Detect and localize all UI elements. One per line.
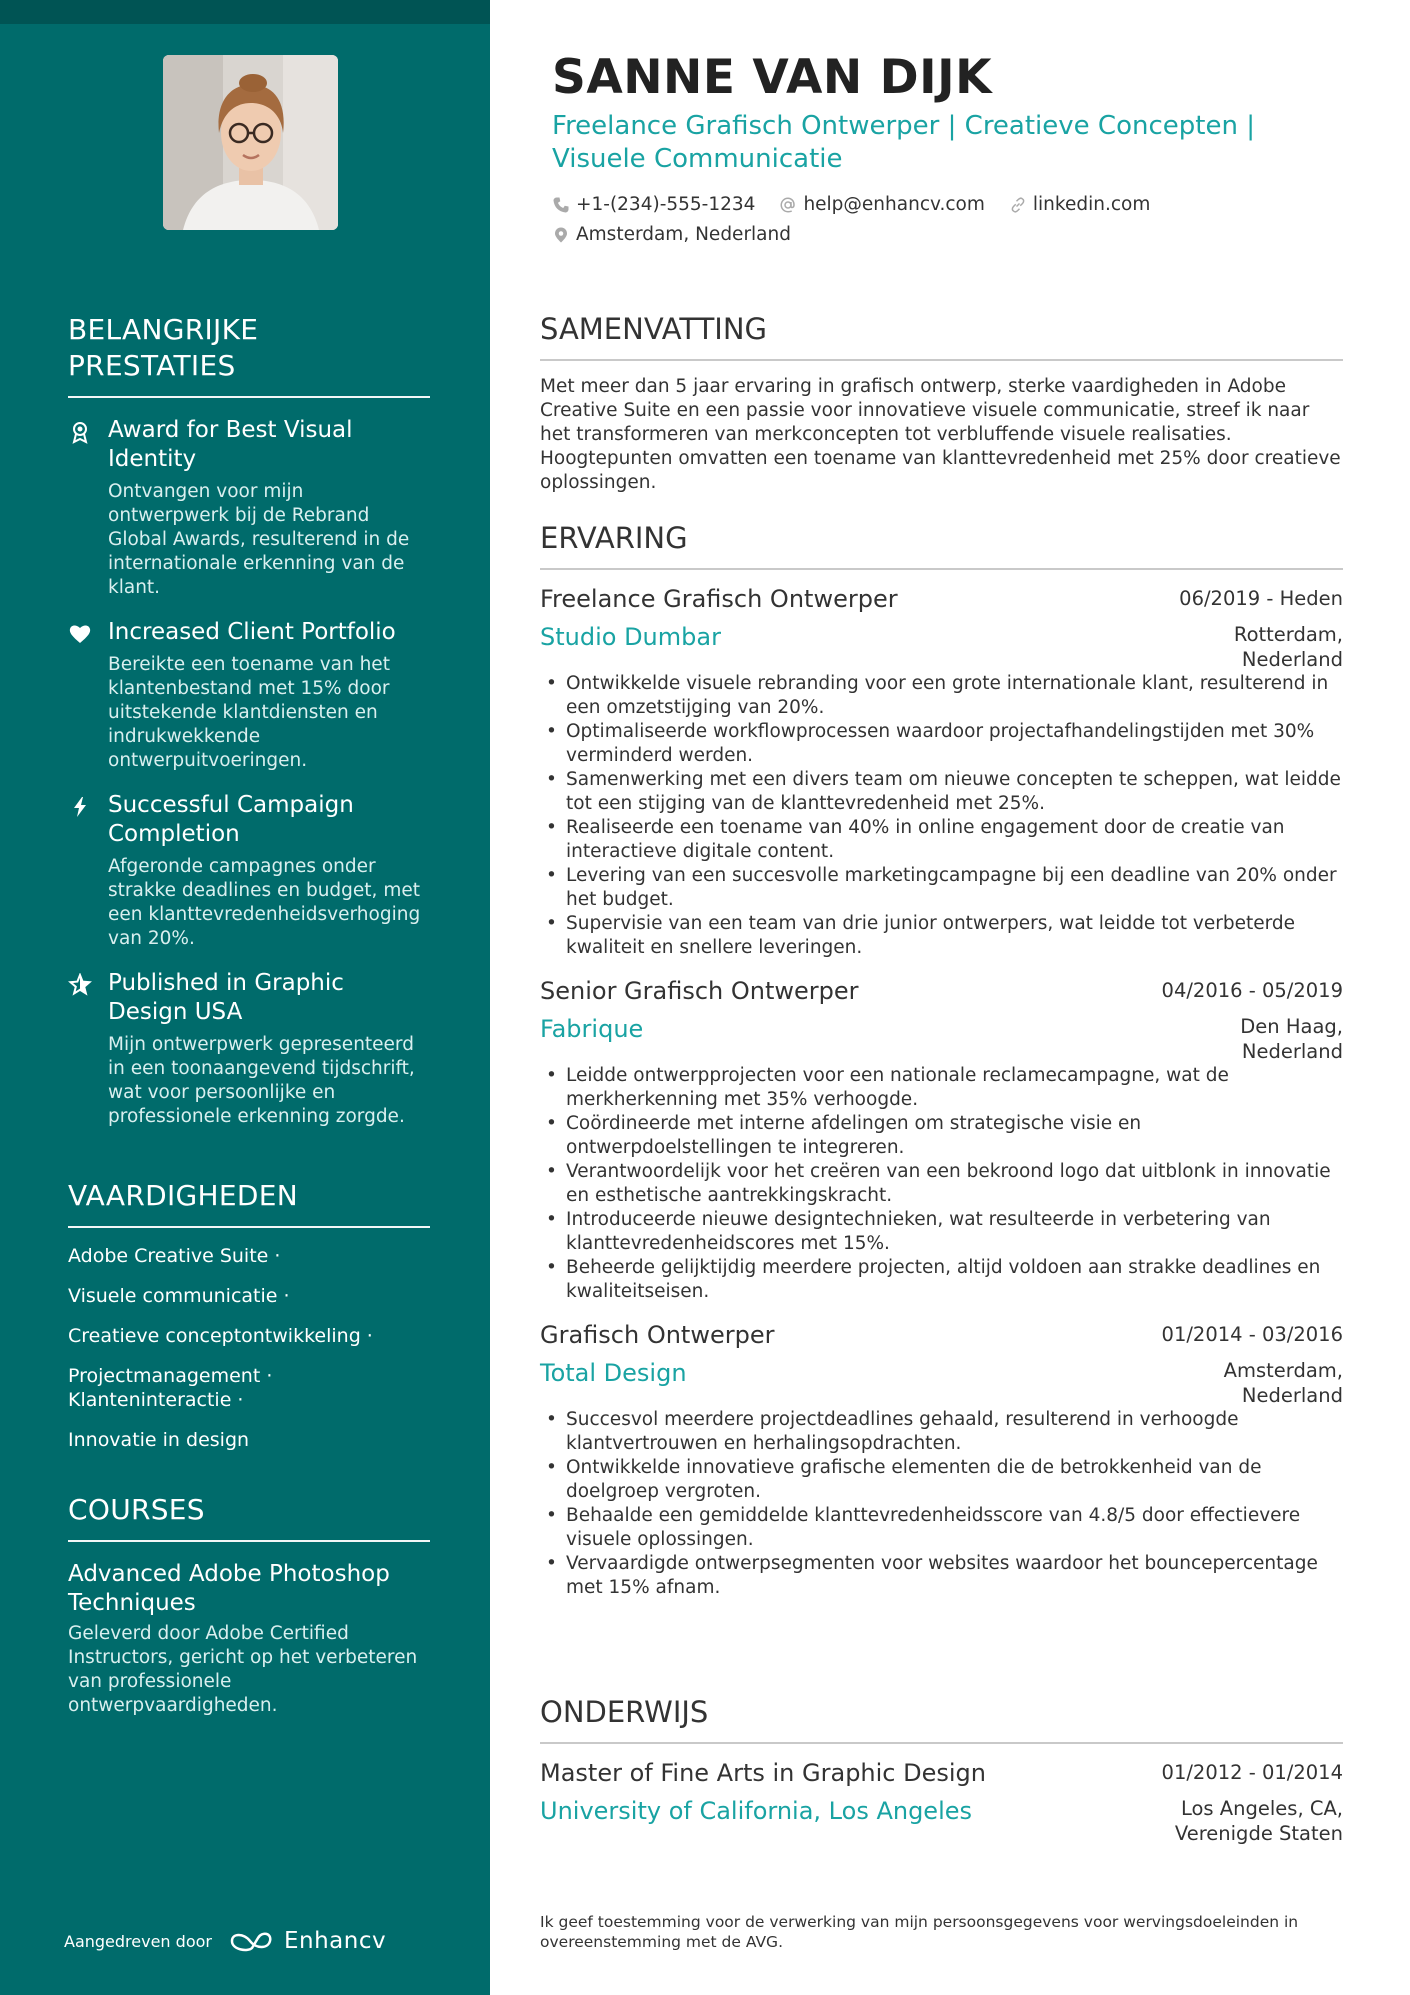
achievement-title: Increased Client Portfolio bbox=[108, 619, 396, 645]
skill-item: Visuele communicatie · bbox=[68, 1285, 290, 1307]
job-bullet: • Leidde ontwerpprojecten voor een nationale reclamecampagne, wat de merkherkenning met 35% verhoogde. bbox=[540, 1064, 1343, 1112]
achievement-item bbox=[68, 416, 430, 600]
achievement-item bbox=[68, 969, 430, 1129]
job-bullet: • Behaalde een gemiddelde klanttevredenheidsscore van 4.8/5 door effectievere visuele oplossingen. bbox=[540, 1504, 1343, 1552]
achievement-item bbox=[68, 791, 430, 951]
phone-icon bbox=[552, 196, 570, 214]
location-pin-icon bbox=[552, 226, 570, 244]
job-bullet: • Realiseerde een toename van 40% in online engagement door de creatie van interactieve digitale content. bbox=[540, 816, 1343, 864]
courses-section bbox=[68, 1492, 430, 1718]
course-title: Advanced Adobe Photoshop Techniques bbox=[68, 1561, 390, 1616]
job-title: Grafisch Ontwerper bbox=[540, 1321, 775, 1349]
job-date: 01/2014 - 03/2016 bbox=[1161, 1323, 1343, 1346]
skills-divider bbox=[68, 1226, 430, 1228]
job-bullet: • Ontwikkelde visuele rebranding voor een grote internationale klant, resulterend in een omzetstijging van 20%. bbox=[540, 672, 1343, 720]
job-bullet: • Verantwoordelijk voor het creëren van een bekroond logo dat uitblonk in innovatie en esthetische aantrekkingskracht. bbox=[540, 1160, 1343, 1208]
linkedin-text: linkedin.com bbox=[1032, 194, 1151, 215]
job-bullet: • Coördineerde met interne afdelingen om strategische visie en ontwerpdoelstellingen te integreren. bbox=[540, 1112, 1343, 1160]
job-bullet: • Supervisie van een team van drie junior ontwerpers, wat leidde tot verbeterde kwaliteit en snellere leveringen. bbox=[540, 912, 1343, 960]
course-description: Geleverd door Adobe Certified Instructors, gericht op het verbeteren van professionele ontwerpvaardigheden. bbox=[68, 1623, 418, 1716]
lightning-icon bbox=[68, 795, 92, 819]
company-name: Fabrique bbox=[540, 1015, 644, 1043]
star-icon bbox=[68, 973, 92, 997]
heart-icon bbox=[68, 622, 92, 646]
job-bullets bbox=[540, 672, 1343, 960]
link-icon bbox=[1009, 196, 1027, 214]
job-entry bbox=[540, 976, 1343, 1304]
headline: Freelance Grafisch Ontwerper | Creatieve Concepten | Visuele Communicatie bbox=[552, 111, 1255, 174]
job-title: Freelance Grafisch Ontwerper bbox=[540, 585, 898, 613]
education-location: Los Angeles, CA, Verenigde Staten bbox=[1174, 1797, 1343, 1845]
linkedin-contact[interactable] bbox=[1009, 194, 1150, 215]
achievement-description: Afgeronde campagnes onder strakke deadlines en budget, met een klanttevredenheidsverhoging van 20%. bbox=[108, 856, 421, 949]
education-entry bbox=[540, 1758, 1343, 1846]
phone-contact[interactable] bbox=[552, 194, 755, 215]
experience-section bbox=[540, 520, 1343, 1600]
consent-note: Ik geef toestemming voor de verwerking van mijn persoonsgegevens voor wervingsdoeleinden in overeenstemming met de AVG. bbox=[540, 1913, 1299, 1951]
education-section bbox=[540, 1694, 1343, 1846]
achievement-description: Mijn ontwerpwerk gepresenteerd in een toonaangevend tijdschrift, wat voor persoonlijke en professionele erkenning zorgde. bbox=[108, 1034, 415, 1127]
email-text: help@enhancv.com bbox=[803, 194, 985, 215]
summary-text: Met meer dan 5 jaar ervaring in grafisch ontwerp, sterke vaardigheden in Adobe Creative Suite en een passie voor innovatieve visuele communicatie, streef ik naar het transformeren van merkconcepten tot verbluffende visuele realisaties. Hoogtepunten omvatten een toename van klanttevredenheid met 25% door creatieve oplossingen. bbox=[540, 376, 1341, 493]
job-bullet: • Samenwerking met een divers team om nieuwe concepten te scheppen, wat leidde tot een stijging van de klanttevredenheid met 25%. bbox=[540, 768, 1343, 816]
experience-divider bbox=[540, 568, 1343, 570]
education-date: 01/2012 - 01/2014 bbox=[1161, 1761, 1343, 1784]
job-bullet: • Succesvol meerdere projectdeadlines gehaald, resulterend in verhoogde klantvertrouwen en herhalingsopdrachten. bbox=[540, 1408, 1343, 1456]
summary-section bbox=[540, 311, 1343, 495]
achievement-item bbox=[68, 618, 430, 773]
education-divider bbox=[540, 1742, 1343, 1744]
experience-title: ERVARING bbox=[540, 521, 688, 555]
summary-title: SAMENVATTING bbox=[540, 312, 768, 346]
courses-divider bbox=[68, 1540, 430, 1542]
job-bullet: • Beheerde gelijktijdig meerdere projecten, altijd voldoen aan strakke deadlines en kwaliteitseisen. bbox=[540, 1256, 1343, 1304]
skills-title: VAARDIGHEDEN bbox=[68, 1179, 298, 1212]
location-row bbox=[552, 224, 815, 245]
company-name: Total Design bbox=[540, 1359, 687, 1387]
award-icon bbox=[68, 420, 92, 444]
job-entry bbox=[540, 584, 1343, 960]
job-location: Den Haag, Nederland bbox=[1240, 1015, 1343, 1063]
phone-text: +1-(234)-555-1234 bbox=[576, 194, 756, 215]
job-bullets bbox=[540, 1064, 1343, 1304]
achievement-title: Successful Campaign Completion bbox=[108, 792, 354, 847]
job-entry bbox=[540, 1320, 1343, 1600]
profile-photo-illustration bbox=[163, 55, 338, 230]
job-title: Senior Grafisch Ontwerper bbox=[540, 977, 859, 1005]
degree-title: Master of Fine Arts in Graphic Design bbox=[540, 1759, 986, 1787]
job-bullet: • Ontwikkelde innovatieve grafische elementen die de betrokkenheid van de doelgroep vergroten. bbox=[540, 1456, 1343, 1504]
job-bullet: • Optimaliseerde workflowprocessen waardoor projectafhandelingstijden met 30% verminderd werden. bbox=[540, 720, 1343, 768]
brand-name: Enhancv bbox=[283, 1928, 387, 1954]
location-text: Amsterdam, Nederland bbox=[576, 224, 791, 245]
job-location: Rotterdam, Nederland bbox=[1233, 623, 1343, 671]
sidebar-top-bar bbox=[0, 0, 490, 24]
skill-item: Adobe Creative Suite · bbox=[68, 1245, 281, 1267]
job-date: 06/2019 - Heden bbox=[1179, 587, 1343, 610]
sidebar bbox=[0, 0, 490, 1995]
education-title: ONDERWIJS bbox=[540, 1695, 709, 1729]
achievement-title: Published in Graphic Design USA bbox=[108, 970, 344, 1025]
achievements-divider bbox=[68, 396, 430, 398]
skill-item: Creatieve conceptontwikkeling · bbox=[68, 1325, 373, 1347]
candidate-name: SANNE VAN DIJK bbox=[552, 50, 993, 105]
skill-item: Projectmanagement · Klanteninteractie · bbox=[68, 1365, 273, 1411]
skills-section bbox=[68, 1178, 430, 1452]
job-bullet: • Levering van een succesvolle marketingcampagne bij een deadline van 20% onder het budget. bbox=[540, 864, 1343, 912]
summary-divider bbox=[540, 359, 1343, 361]
job-date: 04/2016 - 05/2019 bbox=[1161, 979, 1343, 1002]
profile-photo bbox=[163, 55, 338, 230]
powered-by-label: Aangedreven door bbox=[64, 1931, 212, 1951]
courses-title: COURSES bbox=[68, 1493, 205, 1526]
company-name: Studio Dumbar bbox=[540, 623, 721, 651]
job-bullets bbox=[540, 1408, 1343, 1600]
achievement-description: Bereikte een toename van het klantenbestand met 15% door uitstekende klantdiensten en indrukwekkende ontwerpuitvoeringen. bbox=[108, 654, 390, 771]
email-contact[interactable] bbox=[779, 194, 984, 215]
achievements-title: BELANGRIJKE PRESTATIES bbox=[68, 313, 259, 382]
achievement-description: Ontvangen voor mijn ontwerpwerk bij de Rebrand Global Awards, resulterend in de internationale erkenning van de klant. bbox=[108, 481, 410, 598]
skill-item: Innovatie in design bbox=[68, 1429, 250, 1451]
job-location: Amsterdam, Nederland bbox=[1223, 1359, 1343, 1407]
achievements-section bbox=[68, 312, 430, 1129]
at-icon bbox=[779, 196, 797, 214]
school-name: University of California, Los Angeles bbox=[540, 1797, 973, 1825]
location-contact bbox=[552, 224, 791, 245]
job-bullet: • Introduceerde nieuwe designtechnieken, wat resulteerde in verbetering van klanttevredenheidscores met 15%. bbox=[540, 1208, 1343, 1256]
enhancv-logo-icon bbox=[228, 1928, 276, 1954]
job-bullet: • Vervaardigde ontwerpsegmenten voor websites waardoor het bouncepercentage met 15% afnam. bbox=[540, 1552, 1343, 1600]
achievement-title: Award for Best Visual Identity bbox=[108, 417, 353, 472]
contact-row bbox=[552, 194, 1174, 215]
powered-by bbox=[64, 1928, 386, 1954]
